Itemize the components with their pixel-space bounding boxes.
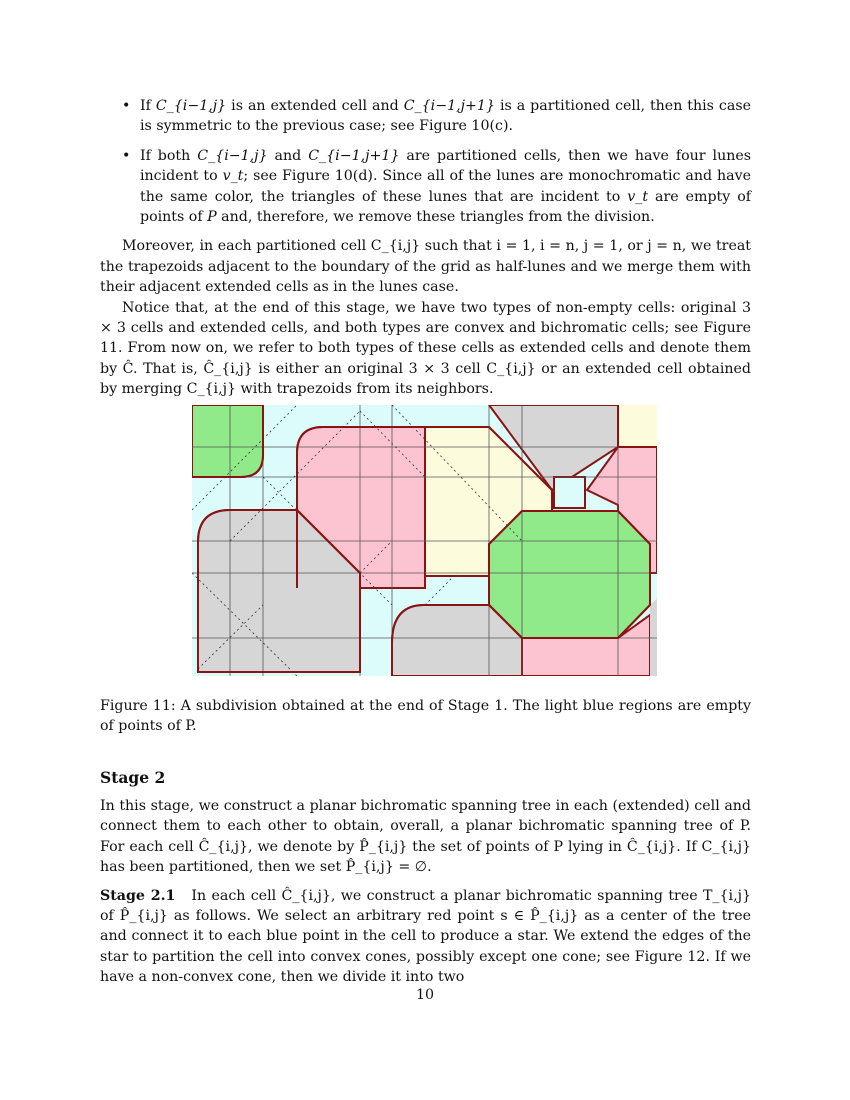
bullet-item: • If both C_{i−1,j} and C_{i−1,j+1} are partitioned cells, then we have four lunes incident to v_t; see Figure 10(d). Since all of the lunes are monochromatic and have the same color, the triangles of these lunes that are incident to v_t are empty of points of P and, therefore, we remove these triangles from the division. (122, 147, 752, 226)
bullet-icon: • (122, 98, 131, 114)
region-green-octagon (489, 511, 650, 638)
region-small-square (554, 477, 585, 508)
region-gray-bottom-right (650, 599, 657, 676)
figure-subdivision (192, 405, 657, 676)
body-text (100, 96, 751, 400)
stage2-content (100, 796, 751, 988)
paragraph-stage2-1 (100, 886, 751, 988)
section-heading: Stage 2 (100, 768, 166, 787)
region-yellow-corner (618, 405, 657, 447)
bullet-item: • If C_{i−1,j} is an extended cell and C_{i−1,j+1} is a partitioned cell, then this case is symmetric to the previous case; see Figure 10(c). (122, 98, 752, 135)
paragraph-notice: Notice that, at the end of this stage, we have two types of non-empty cells: original 3 × 3 cells and extended cells, and both types are convex and bichromatic cells; see Figure 11. From now on, we refer to both types of these cells as extended cells and denote them by Ĉ. That is, Ĉ_{i,j} is either an original 3 × 3 cell C_{i,j} or an extended cell obtained by merging C_{i,j} with trapezoids from its neighbors. (100, 299, 751, 398)
figure-caption: Figure 11: A subdivision obtained at the end of Stage 1. The light blue regions are empty of points of P. (100, 698, 751, 735)
bullet-list (100, 96, 751, 227)
paragraph-stage2-1-text: In each cell Ĉ_{i,j}, we construct a planar bichromatic spanning tree T_{i,j} of P̂_{i,j} as follows. We select an arbitrary red point s ∈ P̂_{i,j} as a center of the tree and connect it to each blue point in the cell to produce a star. We extend the edges of the star to partition the cell into convex cones, possibly except one cone; see Figure 12. If we have a non-convex cone, then we divide it into two (100, 887, 752, 986)
paragraph-moreover: Moreover, in each partitioned cell C_{i,j} such that i = 1, i = n, j = 1, or j = n, we treat the trapezoids adjacent to the boundary of the grid as half-lunes and we merge them with their adjacent extended cells as in the lunes case. (100, 238, 751, 296)
region-green-top-left (192, 405, 263, 477)
page-number: 10 (415, 987, 435, 1003)
bullet-icon: • (122, 147, 131, 164)
subsection-heading: Stage 2.1 (100, 887, 176, 904)
paragraph-stage2: In this stage, we construct a planar bichromatic spanning tree in each (extended) cell and connect them to each other to obtain, overall, a planar bichromatic spanning tree of P. For each cell Ĉ_{i,j}, we denote by P̂_{i,j} the set of points of P lying in Ĉ_{i,j}. If C_{i,j} has been partitioned, then we set P̂_{i,j} = ∅. (100, 798, 751, 876)
